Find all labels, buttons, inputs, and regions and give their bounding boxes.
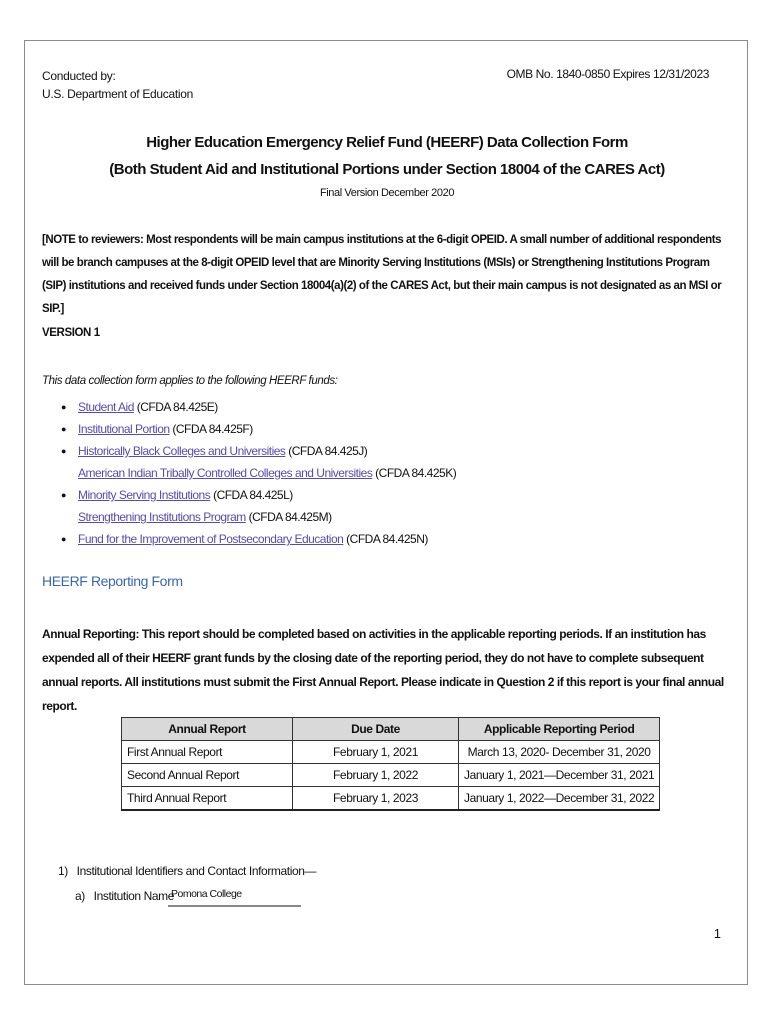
fipse-link[interactable]: Fund for the Improvement of Postsecondary Education — [78, 532, 344, 546]
table-cell: February 1, 2022 — [293, 764, 459, 787]
institutional-portion-link[interactable]: Institutional Portion — [78, 422, 170, 436]
column-header: Annual Report — [122, 718, 293, 741]
table-cell: February 1, 2021 — [293, 741, 459, 764]
institution-name-label: a) Institution Name — [75, 889, 174, 903]
table-cell: Third Annual Report — [122, 787, 293, 811]
funds-list — [59, 396, 456, 550]
applies-text: This data collection form applies to the following HEERF funds: — [42, 375, 338, 387]
cfda-code: (CFDA 84.425E) — [133, 400, 218, 414]
table-cell: Second Annual Report — [122, 764, 293, 787]
institution-name-value: Pomona College — [171, 888, 242, 900]
list-item — [59, 440, 456, 484]
conducted-by-label: Conducted by: — [42, 69, 116, 83]
table-cell: January 1, 2022—December 31, 2022 — [459, 787, 660, 811]
tccu-link[interactable]: American Indian Tribally Controlled Colleges and Universities — [78, 466, 373, 480]
reporting-periods-table — [121, 717, 660, 811]
bullet-icon: ● — [61, 490, 66, 500]
bullet-icon: ● — [61, 446, 66, 456]
page-number: 1 — [713, 926, 721, 941]
hbcu-link[interactable]: Historically Black Colleges and Universities — [78, 444, 286, 458]
cfda-code: (CFDA 84.425M) — [245, 510, 332, 524]
department-name: U.S. Department of Education — [42, 87, 194, 101]
bullet-icon: ● — [61, 402, 66, 412]
table-cell: February 1, 2023 — [293, 787, 459, 811]
form-title-line2: (Both Student Aid and Institutional Portions under Section 18004 of the CARES Act) — [109, 161, 665, 178]
list-item — [59, 418, 456, 440]
column-header: Due Date — [293, 718, 459, 741]
version-label: VERSION 1 — [42, 327, 100, 339]
cfda-code: (CFDA 84.425J) — [285, 444, 368, 458]
question-1-label: 1) Institutional Identifiers and Contact Information— — [58, 864, 317, 878]
list-item — [59, 396, 456, 418]
table-cell: January 1, 2021—December 31, 2021 — [459, 764, 660, 787]
student-aid-link[interactable]: Student Aid — [78, 400, 134, 414]
header-conducted-by — [42, 67, 193, 103]
table-cell: First Annual Report — [122, 741, 293, 764]
omb-number: OMB No. 1840-0850 Expires 12/31/2023 — [506, 67, 709, 81]
list-item — [59, 528, 456, 550]
table-row — [122, 787, 660, 811]
reviewer-note: [NOTE to reviewers: Most respondents will be main campus institutions at the 6-digit OPEID. A small number of additional respondents will be branch campuses at the 8-digit OPEID level that are Minority Serving Institutions (MSIs) or Strengthening Institutions Program (SIP) institutions and received funds under Section 18004(a)(2) of the CARES Act, but their main campus is not designated as an MSI or SIP.] — [42, 234, 722, 315]
bullet-icon: ● — [61, 424, 66, 434]
form-title-line1: Higher Education Emergency Relief Fund (HEERF) Data Collection Form — [146, 134, 628, 151]
cfda-code: (CFDA 84.425N) — [343, 532, 428, 546]
table-row — [122, 764, 660, 787]
document-page — [24, 40, 748, 985]
sip-link[interactable]: Strengthening Institutions Program — [78, 510, 246, 524]
final-version-label: Final Version December 2020 — [319, 187, 455, 199]
annual-reporting-text: Annual Reporting: This report should be completed based on activities in the applicable reporting periods. If an institution has expended all of their HEERF grant funds by the closing date of the reporting period, they do not have to complete subsequent annual reports. All institutions must submit the First Annual Report. Please indicate in Question 2 if this report is your final annual report. — [42, 627, 724, 713]
table-row — [122, 741, 660, 764]
section-heading: HEERF Reporting Form — [42, 573, 183, 589]
cfda-code: (CFDA 84.425K) — [372, 466, 457, 480]
table-cell: March 13, 2020- December 31, 2020 — [459, 741, 660, 764]
list-item — [59, 484, 456, 528]
column-header: Applicable Reporting Period — [459, 718, 660, 741]
cfda-code: (CFDA 84.425L) — [210, 488, 293, 502]
cfda-code: (CFDA 84.425F) — [169, 422, 253, 436]
table-header-row — [122, 718, 660, 741]
bullet-icon: ● — [61, 534, 66, 544]
msi-link[interactable]: Minority Serving Institutions — [78, 488, 211, 502]
